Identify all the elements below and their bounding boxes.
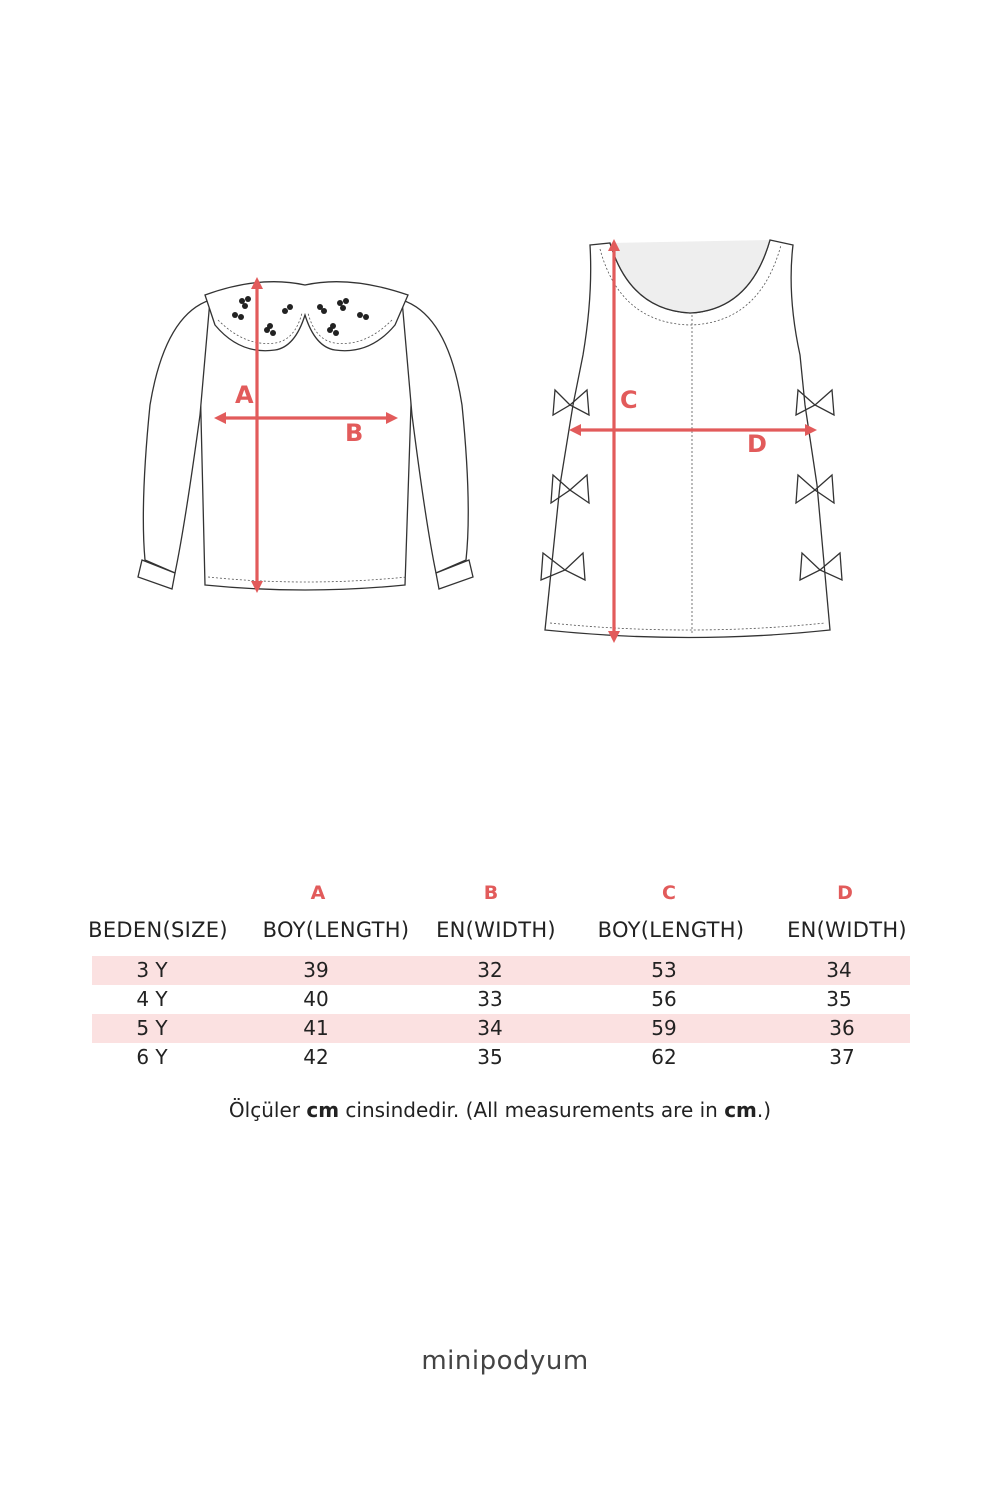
- label-d: D: [747, 430, 767, 458]
- blouse-sketch: [130, 255, 480, 615]
- cell-b: 35: [477, 1045, 503, 1069]
- note-part-3: .): [756, 1098, 772, 1122]
- cell-b: 34: [477, 1016, 503, 1040]
- dress-sketch: [525, 235, 855, 655]
- blouse-drawing: [130, 255, 480, 615]
- table-letter-row: [92, 878, 910, 912]
- cell-d: 34: [826, 958, 852, 982]
- cell-a: 39: [303, 958, 329, 982]
- dress-drawing: [525, 235, 855, 655]
- size-table: [88, 878, 910, 1072]
- cell-c: 59: [651, 1016, 677, 1040]
- label-a: A: [235, 381, 254, 409]
- cell-b: 32: [477, 958, 503, 982]
- header-blouse-length: BOY(LENGTH): [262, 918, 410, 942]
- note-part-2: cinsindedir. (All measurements are in: [339, 1098, 725, 1122]
- column-letter-c: C: [662, 882, 676, 904]
- cell-size: 4 Y: [136, 987, 168, 1011]
- header-dress-length: BOY(LENGTH): [597, 918, 745, 942]
- column-letter-a: A: [310, 882, 326, 904]
- cell-a: 41: [303, 1016, 329, 1040]
- column-letter-b: B: [483, 882, 499, 904]
- cell-size: 6 Y: [136, 1045, 168, 1069]
- table-row: [92, 1043, 910, 1072]
- cell-a: 40: [303, 987, 329, 1011]
- cell-b: 33: [477, 987, 503, 1011]
- header-size: BEDEN(SIZE): [88, 918, 228, 942]
- note-unit-2: cm: [724, 1098, 757, 1122]
- cell-d: 36: [829, 1016, 855, 1040]
- cell-c: 56: [651, 987, 677, 1011]
- cell-a: 42: [303, 1045, 329, 1069]
- cell-size: 5 Y: [136, 1016, 168, 1040]
- note-part-1: Ölçüler: [228, 1098, 307, 1122]
- cell-c: 53: [651, 958, 677, 982]
- label-c: C: [620, 386, 638, 414]
- header-blouse-width: EN(WIDTH): [436, 918, 556, 942]
- cell-d: 37: [829, 1045, 855, 1069]
- cell-c: 62: [651, 1045, 677, 1069]
- cell-d: 35: [826, 987, 852, 1011]
- table-row: [92, 1014, 910, 1043]
- column-letter-d: D: [837, 882, 853, 904]
- brand-logo: minipodyum: [421, 1346, 589, 1376]
- measurement-note: [0, 1098, 1000, 1122]
- table-header-row: [88, 912, 910, 956]
- note-unit-1: cm: [306, 1098, 340, 1122]
- label-b: B: [345, 419, 364, 447]
- cell-size: 3 Y: [136, 958, 168, 982]
- table-row: [92, 985, 910, 1014]
- header-dress-width: EN(WIDTH): [787, 918, 907, 942]
- table-row: [92, 956, 910, 985]
